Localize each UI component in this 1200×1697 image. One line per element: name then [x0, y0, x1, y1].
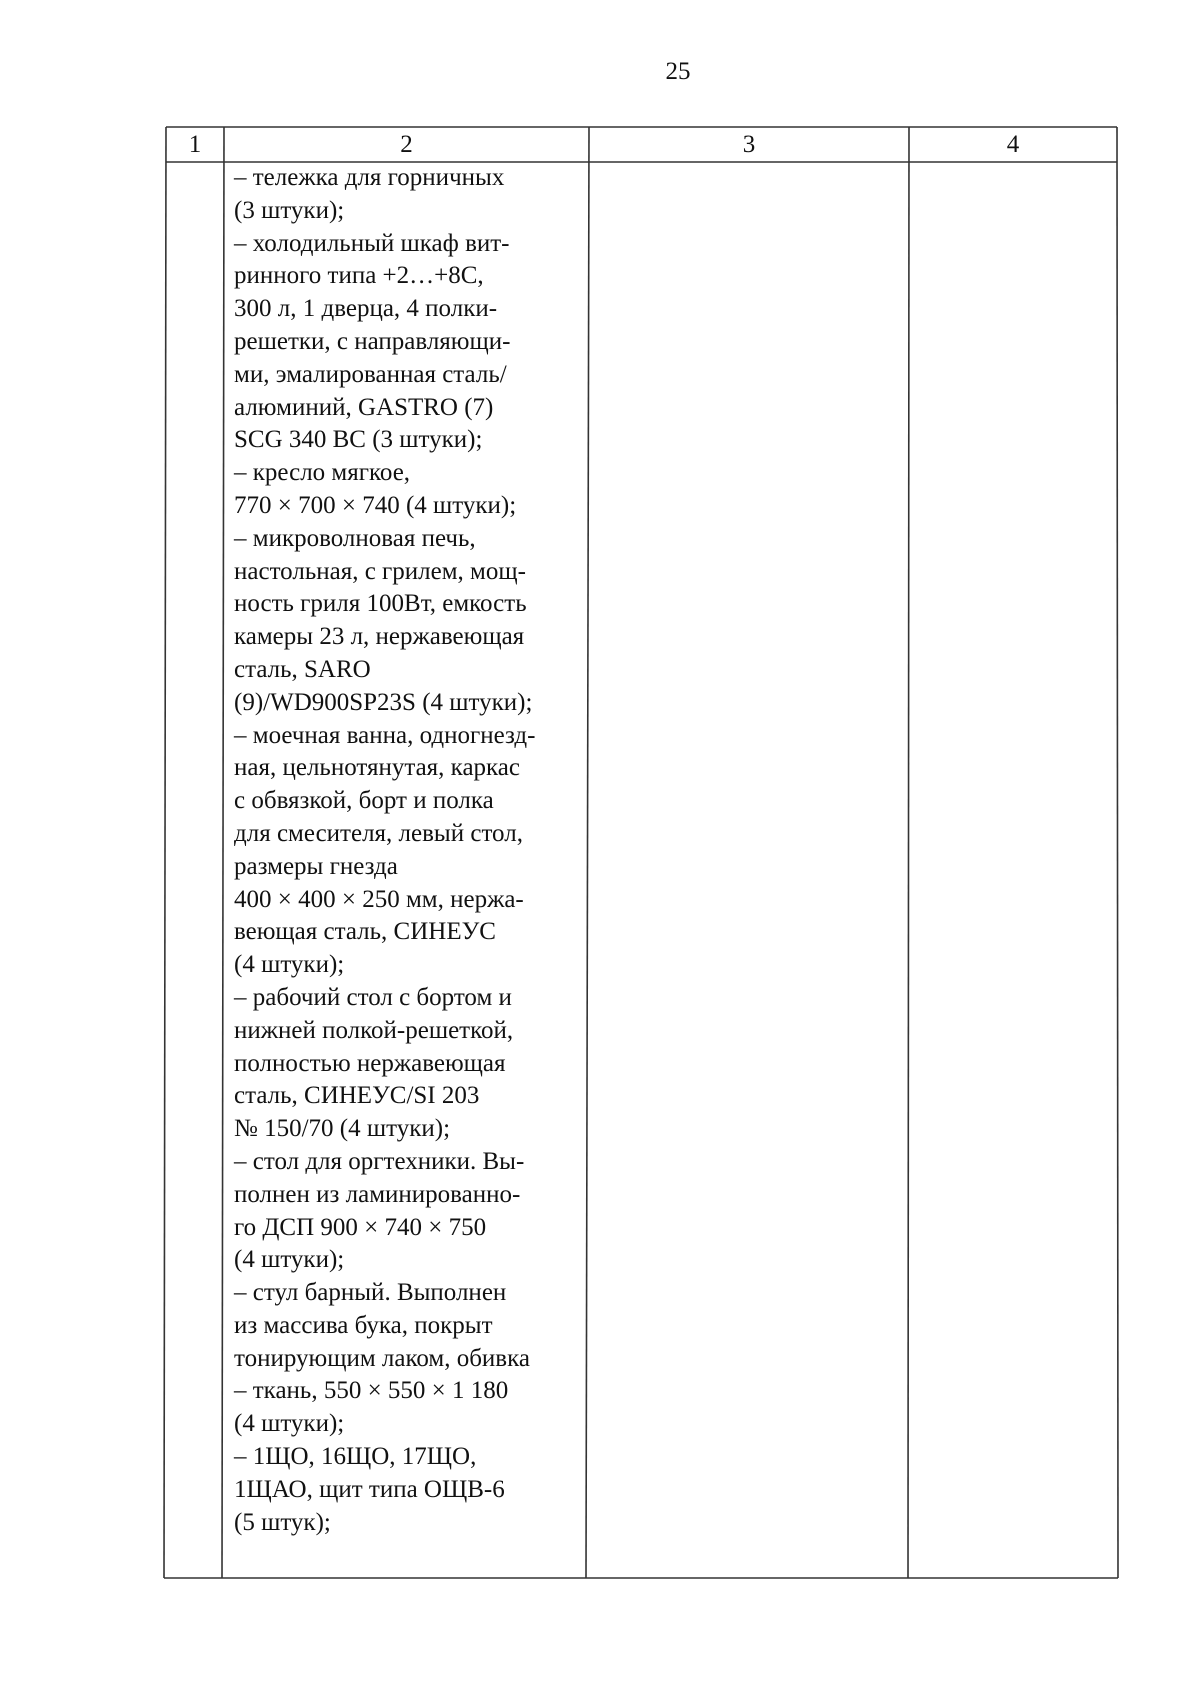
- text-line: 1ЩАО, щит типа ОЩВ-6: [234, 1475, 505, 1503]
- text-line: (9)/WD900SP23S (4 штуки);: [234, 688, 533, 716]
- text-line: (4 штуки);: [234, 951, 345, 979]
- header-cell-2: 2: [400, 131, 413, 158]
- text-line: – ткань, 550 × 550 × 1 180: [234, 1377, 509, 1405]
- text-line: – микроволновая печь,: [234, 524, 476, 552]
- header-cell-3: 3: [742, 131, 756, 158]
- text-line: – кресло мягкое,: [234, 459, 411, 487]
- text-line: (5 штук);: [234, 1508, 331, 1536]
- text-line: камеры 23 л, нержавеющая: [234, 623, 525, 651]
- text-line: алюминий, GASTRO (7): [234, 393, 494, 421]
- text-line: сталь, SARO: [234, 655, 371, 683]
- text-line: 770 × 700 × 740 (4 штуки);: [234, 491, 517, 519]
- column-2-content: [234, 162, 586, 1539]
- text-line: настольная, с грилем, мощ-: [234, 557, 526, 585]
- header-cell-1: 1: [188, 131, 202, 158]
- text-line: из массива бука, покрыт: [234, 1311, 493, 1339]
- text-line: – рабочий стол с бортом и: [234, 983, 512, 1011]
- text-line: го ДСП 900 × 740 × 750: [234, 1213, 487, 1241]
- header-cell-4: 4: [1006, 131, 1020, 158]
- text-line: сталь, СИНЕУС/SI 203: [234, 1082, 480, 1110]
- text-line: тонирующим лаком, обивка: [234, 1344, 530, 1372]
- text-line: веющая сталь, СИНЕУС: [234, 918, 496, 946]
- text-line: (4 штуки);: [234, 1410, 345, 1438]
- text-line: 300 л, 1 дверца, 4 полки-: [234, 295, 498, 323]
- text-line: № 150/70 (4 штуки);: [234, 1115, 451, 1143]
- text-line: ми, эмалированная сталь/: [234, 360, 507, 388]
- text-line: размеры гнезда: [234, 852, 398, 880]
- text-line: ринного типа +2…+8С,: [234, 262, 484, 290]
- text-line: решетки, с направляющи-: [234, 327, 511, 355]
- text-line: – моечная ванна, одногнезд-: [234, 721, 536, 749]
- text-line: – тележка для горничных: [234, 164, 505, 191]
- text-line: полнен из ламинированно-: [234, 1180, 521, 1208]
- text-line: SCG 340 BC (3 штуки);: [234, 426, 483, 454]
- text-line: – холодильный шкаф вит-: [234, 229, 510, 257]
- text-line: с обвязкой, борт и полка: [234, 787, 494, 815]
- text-line: (4 штуки);: [234, 1246, 345, 1274]
- page-number: 25: [665, 58, 691, 85]
- text-line: – стол для оргтехники. Вы-: [234, 1147, 525, 1175]
- text-line: – 1ЩО, 16ЩО, 17ЩО,: [234, 1443, 477, 1471]
- text-line: ная, цельнотянутая, каркас: [234, 754, 520, 782]
- text-line: нижней полкой-решеткой,: [234, 1016, 514, 1044]
- text-line: 400 × 400 × 250 мм, нержа-: [234, 885, 524, 913]
- text-line: полностью нержавеющая: [234, 1049, 506, 1077]
- text-line: – стул барный. Выполнен: [234, 1279, 507, 1307]
- text-line: (3 штуки);: [234, 196, 345, 224]
- text-line: ность гриля 100Вт, емкость: [234, 590, 527, 618]
- text-line: для смесителя, левый стол,: [234, 819, 523, 847]
